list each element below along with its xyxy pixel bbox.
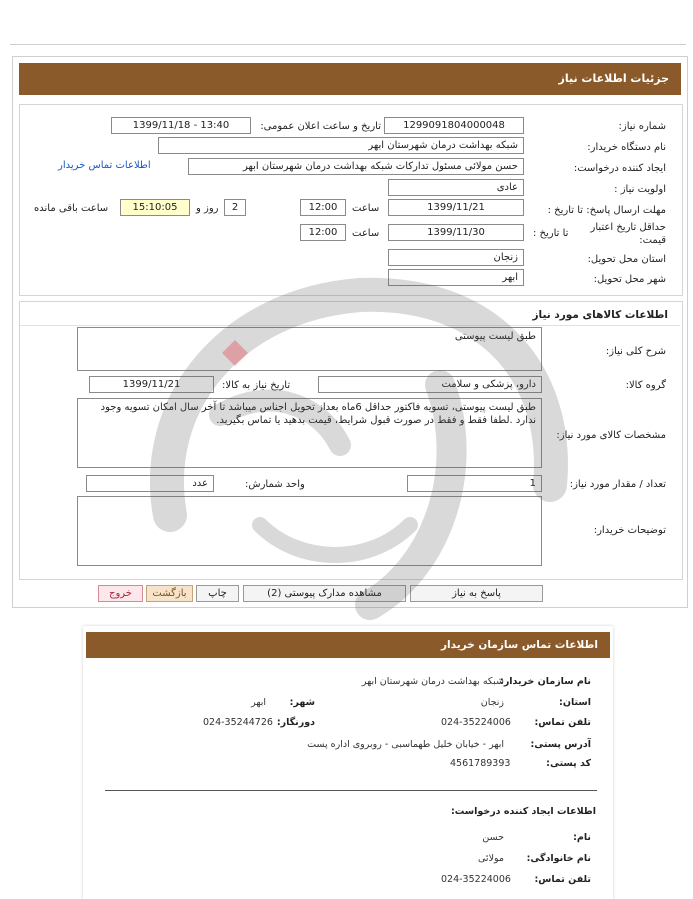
- remaining-time-field: 15:10:05: [120, 199, 190, 216]
- announce-datetime-field: 1399/11/18 - 13:40: [111, 117, 251, 134]
- contact-city-value: ابهر: [251, 697, 266, 708]
- buyer-contact-link[interactable]: اطلاعات تماس خریدار: [58, 160, 151, 171]
- city-label: شهر محل تحویل:: [593, 274, 666, 285]
- creator-field: حسن مولائی مسئول تدارکات شبکه بهداشت درمان شهرستان ابهر: [188, 158, 524, 175]
- validity-date-field: 1399/11/30: [388, 224, 524, 241]
- creator-last-name-value: مولائی: [478, 853, 504, 864]
- contact-phone-label: تلفن تماس:: [534, 717, 591, 728]
- goods-section-title: اطلاعات کالاهای مورد نیاز: [532, 309, 668, 321]
- need-number-field: 1299091804000048: [384, 117, 524, 134]
- unit-label: واحد شمارش:: [245, 479, 305, 490]
- until-date-label: تا تاریخ :: [533, 228, 569, 239]
- reply-deadline-label: مهلت ارسال پاسخ: تا تاریخ :: [547, 205, 666, 216]
- specs-label: مشخصات کالای مورد نیاز:: [556, 430, 666, 441]
- buyer-notes-field: [77, 496, 542, 566]
- goods-group-field: دارو، پزشکی و سلامت: [318, 376, 542, 393]
- contact-divider: [105, 790, 597, 791]
- announce-label: تاریخ و ساعت اعلان عمومی:: [260, 121, 381, 132]
- page-title: جزئیات اطلاعات نیاز: [19, 63, 681, 95]
- contact-card-header: اطلاعات تماس سازمان خریدار: [86, 632, 610, 658]
- reply-time-label: ساعت: [352, 203, 380, 214]
- unit-field: عدد: [86, 475, 214, 492]
- reply-button[interactable]: پاسخ به نیاز: [410, 585, 543, 602]
- buyer-org-field: شبکه بهداشت درمان شهرستان ابهر: [158, 137, 524, 154]
- creator-phone-value: 024-35224006: [441, 874, 511, 885]
- specs-field: طبق لیست پیوستی، تسویه فاکتور حداقل 6ماه بعداز تحویل اجناس میباشد تا آخر سال امکان تسویه وجود ندارد .لطفا فقط و فقط در صورت قبول شرایط، قیمت بدهید یا تماس بگیرید.: [77, 398, 542, 468]
- goods-title-divider: [20, 325, 680, 326]
- contact-org-label: نام سازمان خریدار:: [500, 676, 591, 687]
- remaining-suffix-label: ساعت باقی مانده: [34, 203, 109, 214]
- contact-fax-value: 024-35244726: [203, 717, 273, 728]
- reply-time-field: 12:00: [300, 199, 346, 216]
- remaining-days-field: 2: [224, 199, 246, 216]
- print-button[interactable]: چاپ: [196, 585, 239, 602]
- province-field: زنجان: [388, 249, 524, 266]
- validity-time-field: 12:00: [300, 224, 346, 241]
- top-divider: [10, 44, 686, 45]
- contact-phone-value: 024-35224006: [441, 717, 511, 728]
- quantity-field: 1: [407, 475, 542, 492]
- creator-label: ایجاد کننده درخواست:: [573, 163, 666, 174]
- province-label: استان محل تحویل:: [587, 254, 666, 265]
- min-price-label-1: حداقل تاریخ اعتبار: [590, 222, 666, 233]
- creator-first-name-label: نام:: [573, 832, 591, 843]
- contact-postal-value: 4561789393: [450, 758, 511, 769]
- general-desc-label: شرح کلی نیاز:: [605, 346, 666, 357]
- need-date-field: 1399/11/21: [89, 376, 214, 393]
- goods-group-label: گروه کالا:: [625, 380, 666, 391]
- validity-time-label: ساعت: [352, 228, 380, 239]
- contact-province-value: زنجان: [480, 697, 504, 708]
- buyer-notes-label: توضیحات خریدار:: [593, 525, 666, 536]
- contact-fax-label: دورنگار:: [276, 717, 315, 728]
- creator-last-name-label: نام خانوادگی:: [526, 853, 591, 864]
- back-button[interactable]: بازگشت: [146, 585, 193, 602]
- creator-phone-label: تلفن تماس:: [534, 874, 591, 885]
- reply-date-field: 1399/11/21: [388, 199, 524, 216]
- quantity-label: تعداد / مقدار مورد نیاز:: [569, 479, 666, 490]
- need-number-label: شماره نیاز:: [618, 121, 666, 132]
- general-desc-field: طبق لیست پیوستی: [77, 327, 542, 371]
- min-price-label-2: قیمت:: [639, 235, 666, 246]
- contact-org-value: شبکه بهداشت درمان شهرستان ابهر: [361, 676, 504, 687]
- contact-province-label: استان:: [559, 697, 591, 708]
- buyer-org-label: نام دستگاه خریدار:: [587, 142, 666, 153]
- creator-info-title: اطلاعات ایجاد کننده درخواست:: [450, 806, 596, 817]
- days-and-label: روز و: [196, 203, 219, 214]
- contact-address-value: ابهر - خیابان خلیل طهماسبی - روبروی اداره پست: [307, 739, 504, 750]
- creator-first-name-value: حسن: [482, 832, 504, 843]
- priority-label: اولویت نیاز :: [614, 184, 666, 195]
- contact-city-label: شهر:: [289, 697, 315, 708]
- contact-address-label: آدرس پستی:: [530, 739, 591, 750]
- city-field: ابهر: [388, 269, 524, 286]
- need-date-label: تاریخ نیاز به کالا:: [222, 380, 291, 391]
- contact-postal-label: کد پستی:: [546, 758, 591, 769]
- exit-button[interactable]: خروج: [98, 585, 143, 602]
- priority-field: عادی: [388, 179, 524, 196]
- view-attachments-button[interactable]: مشاهده مدارک پیوستی (2): [243, 585, 406, 602]
